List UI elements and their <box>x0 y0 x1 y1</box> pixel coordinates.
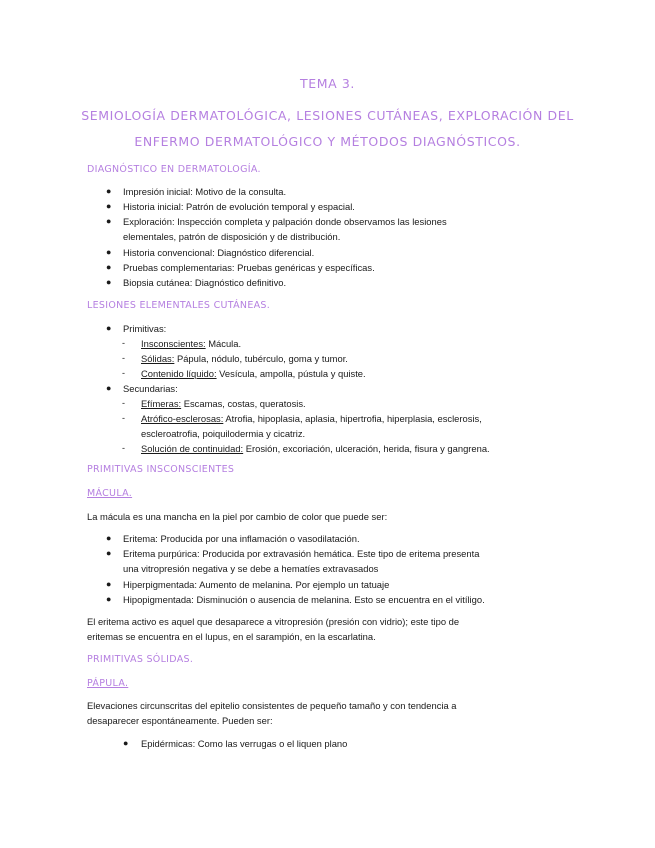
dash-icon: - <box>122 413 125 423</box>
section-heading-lesiones: LESIONES ELEMENTALES CUTÁNEAS. <box>87 300 271 311</box>
dash-icon: - <box>122 353 125 363</box>
list-item-continuation: elementales, patrón de disposición y de distribución. <box>123 231 341 242</box>
term-label: Solución de continuidad: <box>141 443 244 454</box>
bullet-icon: ● <box>106 186 112 196</box>
bullet-icon: ● <box>123 738 129 748</box>
bullet-icon: ● <box>106 262 112 272</box>
document-title-line-1: SEMIOLOGÍA DERMATOLÓGICA, LESIONES CUTÁNEAS, EXPLORACIÓN DEL <box>81 108 574 123</box>
section-heading-solidas: PRIMITIVAS SÓLIDAS. <box>87 654 194 665</box>
list-item: Epidérmicas: Como las verrugas o el liquen plano <box>141 738 348 749</box>
list-item: Biopsia cutánea: Diagnóstico definitivo. <box>123 277 287 288</box>
list-item: Exploración: Inspección completa y palpación donde observamos las lesiones <box>123 216 447 227</box>
bullet-icon: ● <box>106 277 112 287</box>
list-item: Historia inicial: Patrón de evolución temporal y espacial. <box>123 201 355 212</box>
bullet-icon: ● <box>106 533 112 543</box>
bullet-icon: ● <box>106 216 112 226</box>
term-label: Contenido líquido: <box>141 368 217 379</box>
sublist-item <box>141 353 348 365</box>
sublist-item-continuation: escleroatrofia, poiquilodermia y cicatriz. <box>141 428 306 439</box>
section-heading-inconscientes: PRIMITIVAS INSCONSCIENTES <box>87 464 235 475</box>
dash-icon: - <box>122 398 125 408</box>
term-label: Insconscientes: <box>141 338 206 349</box>
bullet-icon: ● <box>106 548 112 558</box>
dash-icon: - <box>122 443 125 453</box>
subsection-heading-macula: MÁCULA. <box>87 488 133 499</box>
term-text: Erosión, excoriación, ulceración, herida, fisura y gangrena. <box>243 443 490 454</box>
bullet-icon: ● <box>106 323 112 333</box>
paragraph-continuation: desaparecer espontáneamente. Pueden ser: <box>87 715 273 726</box>
dash-icon: - <box>122 338 125 348</box>
term-text: Mácula. <box>205 338 242 349</box>
list-item: Eritema: Producida por una inflamación o vasodilatación. <box>123 533 360 544</box>
term-label: Atrófico-esclerosas: <box>141 413 224 424</box>
list-item: Eritema purpúrica: Producida por extravasión hemática. Este tipo de eritema presenta <box>123 548 480 559</box>
term-text: Vesícula, ampolla, pústula y quiste. <box>216 368 366 379</box>
list-item: Pruebas complementarias: Pruebas genéricas y específicas. <box>123 262 375 273</box>
sublist-item <box>141 413 482 425</box>
list-item: Historia convencional: Diagnóstico diferencial. <box>123 247 315 258</box>
paragraph: Elevaciones circunscritas del epitelio consistentes de pequeño tamaño y con tendencia a <box>87 700 457 711</box>
document-title-line-2: ENFERMO DERMATOLÓGICO Y MÉTODOS DIAGNÓSTICOS. <box>134 134 521 149</box>
term-text: Pápula, nódulo, tubérculo, goma y tumor. <box>174 353 348 364</box>
bullet-icon: ● <box>106 383 112 393</box>
paragraph: La mácula es una mancha en la piel por cambio de color que puede ser: <box>87 511 388 522</box>
sublist-item <box>141 368 366 380</box>
subsection-heading-papula: PÁPULA. <box>87 678 129 689</box>
bullet-icon: ● <box>106 247 112 257</box>
sublist-item <box>141 338 241 350</box>
list-item: Impresión inicial: Motivo de la consulta. <box>123 186 287 197</box>
bullet-icon: ● <box>106 579 112 589</box>
sublist-item <box>141 443 490 455</box>
bullet-icon: ● <box>106 201 112 211</box>
topic-number: TEMA 3. <box>300 76 355 91</box>
list-item: Hipopigmentada: Disminución o ausencia de melanina. Esto se encuentra en el vitíligo. <box>123 594 485 605</box>
sublist-item <box>141 398 306 410</box>
dash-icon: - <box>122 368 125 378</box>
list-item: Secundarias: <box>123 383 178 394</box>
term-text: Atrofia, hipoplasia, aplasia, hipertrofia, hiperplasia, esclerosis, <box>223 413 482 424</box>
list-item: Hiperpigmentada: Aumento de melanina. Por ejemplo un tatuaje <box>123 579 390 590</box>
term-label: Efímeras: <box>141 398 182 409</box>
list-item: Primitivas: <box>123 323 167 334</box>
list-item-continuation: una vitropresión negativa y se debe a hematíes extravasados <box>123 563 379 574</box>
section-heading-diagnostico: DIAGNÓSTICO EN DERMATOLOGÍA. <box>87 164 261 175</box>
term-text: Escamas, costas, queratosis. <box>181 398 306 409</box>
paragraph: El eritema activo es aquel que desaparece a vitropresión (presión con vidrio); este tipo de <box>87 616 460 627</box>
bullet-icon: ● <box>106 594 112 604</box>
paragraph-continuation: eritemas se encuentra en el lupus, en el sarampión, en la escarlatina. <box>87 631 376 642</box>
term-label: Sólidas: <box>141 353 175 364</box>
